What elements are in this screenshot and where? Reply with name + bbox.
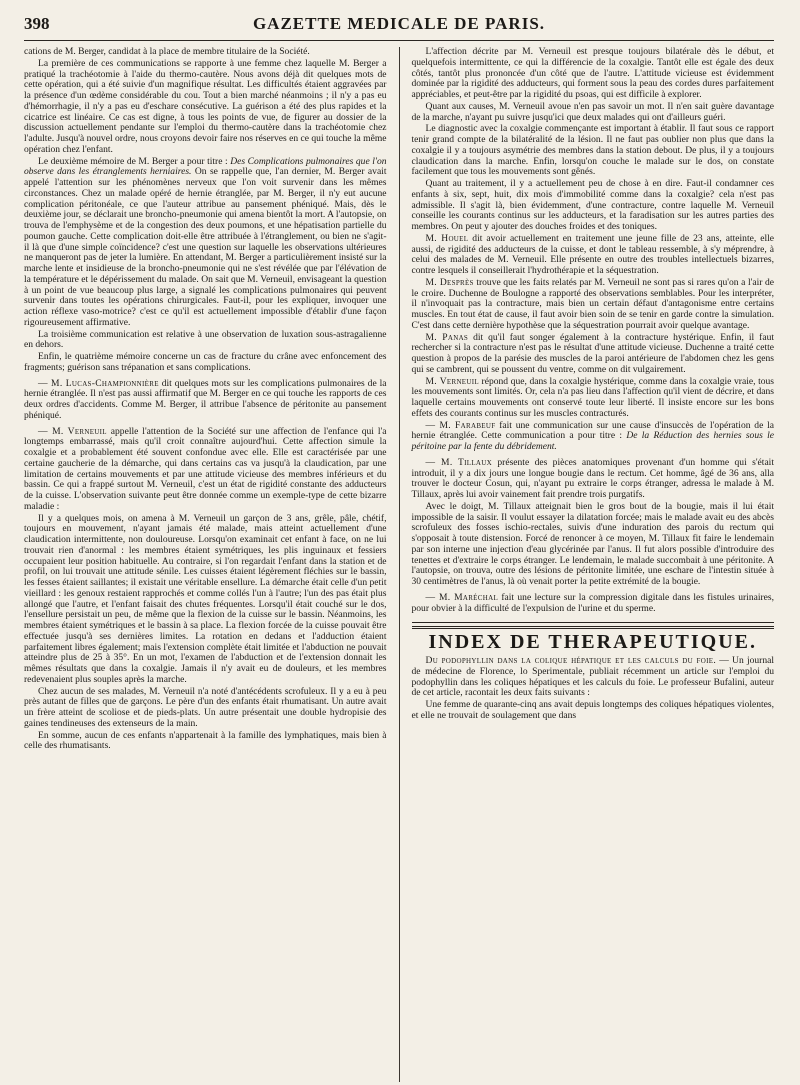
right-column xyxy=(400,47,775,1082)
paragraph xyxy=(412,124,775,178)
section-rule xyxy=(412,622,775,623)
speaker-name: M. Desprès xyxy=(425,276,474,288)
paragraph xyxy=(24,47,387,58)
paragraph-text: fait une communication sur une cause d'insuccès de l'opération de la hernie étranglée. Cette communication a pour titre : xyxy=(411,419,774,442)
paragraph xyxy=(24,427,387,513)
paragraph xyxy=(412,377,775,420)
paragraph-text: trouve que les faits relatés par M. Verneuil ne sont pas si rares qu'on a l'air de le croire. Duchenne de Boulogne a rapporté des observations semblables. Pour les interpréter, il n'invoquait pas la contracture, mais bien un certain défaut d'antagonisme entre certains muscles. En tout état de cause, il faut avoir bien soin de se tenir en garde contre la simulation. C'est dans cette dernière hypothèse que la séquestration pourrait avoir quelque avantage. xyxy=(411,276,774,331)
paragraph-text: Quant aux causes, M. Verneuil avoue n'en pas savoir un mot. Il n'en sait guère davantage de la marche, n'ayant pu suivre jusqu'ici que deux malades qui ont d'ailleurs guéri. xyxy=(411,100,774,123)
paragraph-text: dit qu'il faut songer également à la contracture hystérique. Enfin, il faut rechercher si la contracture n'est pas le résultat d'une attitude vicieuse. Duchenne a traité cette question à propos de la parésie des muscles de la paroi antérieure de l'abdomen chez les gens qui se cambrent, qui se poussent du ventre, comme on dit vulgairement. xyxy=(411,331,774,375)
speaker-name: — M. Verneuil xyxy=(38,425,107,437)
paragraph-text: Il y a quelques mois, on amena à M. Verneuil un garçon de 3 ans, grêle, pâle, chétif, toujours en mouvement, n'ayant jamais été malade, mais atteint actuellement d'une claudication intermittente, non douloureuse. Lorsqu'on examinait cet enfant à face, on ne lui trouvait rien d'anormal : les membres étaient symétriques, les plis inguinaux et fessiers occupaient leur position habituelle. Au contraire, si l'on regardait l'enfant dans la station et de profil, on lui trouvait une attitude sénile. Les cuisses étaient légèrement fléchies sur le bassin, les fesses étaient saillantes; il existait une véritable ensellure. La démarche était celle d'un petit vieillard : les genoux restaient rapprochés et comme collés l'un à l'autre; l'un des pas était plus allongé que l'autre, et l'enfant faisait des chutes fréquentes. Lorsqu'il était couché sur le dos, l'ensellure persistait un peu, de même que la flexion de la cuisse sur le bassin. Néanmoins, les membres étaient symétriques et le bassin à sa place. La flexion forcée de la cuisse pouvait être effectuée jusqu'à ses dernières limites. La rotation en dedans et l'adduction étaient parfaitement libres également; mais l'extension complète était limitée et l'abduction ne pouvait atteindre plus de 25 à 35°. En un mot, l'examen de l'abduction et de l'extension donnait les mêmes résultats que dans la coxalgie. Jamais il n'y avait eu de douleurs, et les membres redevenaient plus souples après la marche. xyxy=(24,512,387,685)
paragraph-text: En somme, aucun de ces enfants n'appartenait à la famille des lymphatiques, mais bien à celle des rhumatisants. xyxy=(24,729,387,752)
paragraph-text: — Un journal de médecine de Florence, lo Sperimentale, publiait récemment un article sur l'emploi du podophyllin dans les coliques hépatiques et les calculs du foie. Le professeur Bufalini, auteur de cet article, racontait les deux faits suivants : xyxy=(411,655,774,699)
paragraph xyxy=(412,333,775,376)
left-column xyxy=(24,47,400,1082)
running-header xyxy=(24,14,774,41)
speaker-name: M. Verneuil xyxy=(425,375,479,387)
paragraph-text: Une femme de quarante-cinq ans avait depuis longtemps des coliques hépatiques violentes, et elle ne trouvait de soulagement que dans xyxy=(411,699,774,721)
paragraph xyxy=(412,179,775,233)
paragraph xyxy=(24,379,387,422)
italic-title: De la Réduction des hernies sous le péritoine par la fente du débridement. xyxy=(411,430,774,452)
paragraph-text: On se rappelle que, l'an dernier, M. Berger avait appelé l'attention sur les phénomènes nerveux que l'on voit survenir dans les mêmes circonstances. Chez un malade opéré de hernie étranglée, par M. Berger, il n'y eut aucune complication péritonéale, ce que l'auteur attribue au pansement phéniqué. Mais, dès le deuxième jour, se déclarait une broncho-pneumonie qui amena bientôt la mort. A l'autopsie, on trouva de l'emphysème et de la congestion des deux poumons, et une hépatisation partielle du poumon gauche. Cette complication doit-elle être attribuée à l'étranglement, ou bien ne s'agit-il là que d'une simple coïncidence? c'est une question sur laquelle les observations ultérieures ne manqueront pas de jeter la lumière. En attendant, M. Berger a particulièrement insisté sur la marche lente et insidieuse de la broncho-pneumonie qui ne s'est révélée que par l'élévation de la température et le dépérissement du malade. On sait que M. Verneuil, envisageant la question à un point de vue beaucoup plus large, a signalé les complications pulmonaires qui peuvent survenir dans toutes les opérations chirurgicales. Faut-il, pour les expliquer, invoquer une action réflexe vaso-motrice? c'est ce qu'il est actuellement impossible d'établir d'une façon rigoureusement affirmative. xyxy=(24,166,387,328)
paragraph xyxy=(412,47,775,101)
paragraph-text: Chez aucun de ses malades, M. Verneuil n'a noté d'antécédents scrofuleux. Il y a eu à peu près autant de filles que de garçons. Le père d'un des enfants était rhumatisant. Un autre avait un frère atteint de scoliose et de pieds-plats. Un autre présentait une double hydropisie des gaines tendineuses des extenseurs de la main. xyxy=(24,685,387,729)
speaker-name: M. Panas xyxy=(425,331,469,343)
paragraph xyxy=(412,656,775,699)
speaker-name: — M. Farabeuf xyxy=(425,419,496,431)
paragraph-text: Quant au traitement, il y a actuellement peu de chose à en dire. Faut-il condamner ces enfants à six, sept, huit, dix mois d'immobilité comme dans la coxalgie? cela n'est pas admissible. Il s'agit là, bien évidemment, d'une contracture, contre laquelle M. Verneuil conseille les courants continus sur les adducteurs, et la faradisation sur les autres parties des membres. On peut y ajouter des douches froides et des toniques. xyxy=(411,178,774,232)
paragraph-text: L'affection décrite par M. Verneuil est presque toujours bilatérale dès le début, et quelquefois intermittente, ce qui la différencie de la coxalgie. Tantôt elle est égale des deux côtés, tantôt plus prononcée d'un côté que de l'autre. L'attitude vicieuse est évidemment dominée par la rigidité des adducteurs, qui forment sous la peau des cordes dures parfaitement appréciables, et peut-être par la rigidité du psoas, qui est difficile à explorer. xyxy=(411,47,774,100)
paragraph-text: La troisième communication est relative à une observation de luxation sous-astragalienne en dehors. xyxy=(24,328,387,351)
paragraph xyxy=(24,59,387,156)
index-section xyxy=(412,656,775,722)
page-number: 398 xyxy=(24,14,50,33)
paragraph xyxy=(412,102,775,124)
paragraph-text: appelle l'attention de la Société sur une affection de l'enfance qui l'a longtemps embarrassé, mais qu'il croit connaître aujourd'hui. Cette affection simule la coxalgie et a probablement été souvent confondue avec elle. Elle est caractérisée par une certaine gaucherie de la démarche, qui dans certains cas va jusqu'à la claudication, par une limitation de certains mouvements et par une attitude vicieuse des membres inférieurs et du bassin. Ce qui a frappé surtout M. Verneuil, c'est un état de rigidité constante des adducteurs de la cuisse. L'observation suivante peut être donnée comme un exemple-type de cette bizarre maladie : xyxy=(24,425,387,512)
paragraph-text: dit avoir actuellement en traitement une jeune fille de 23 ans, atteinte, elle aussi, de rigidité des adducteurs de la cuisse, et dont le tableau ressemble, à s'y méprendre, à celui des malades de M. Verneuil. Elle présente en outre des troubles intellectuels bizarres, contre lesquels il conseillerait l'hydrothérapie et la séquestration. xyxy=(411,232,774,276)
paragraph xyxy=(412,593,775,615)
paragraph-text: fait une lecture sur la compression digitale dans les fistules urinaires, pour obvier à la difficulté de l'expulsion de l'urine et du sperme. xyxy=(411,591,774,614)
speaker-name: — M. Maréchal xyxy=(425,591,499,603)
paragraph-text: présente des pièces anatomiques provenant d'un homme qui s'était introduit, il y a dix jours une longue bougie dans le rectum. Cet homme, âgé de 36 ans, alla trouver le docteur Cosun, qui, n'ayant pu extraire le corps étranger, adressa le malade à M. Tillaux, après lui avoir vainement fait prendre trois purgatifs. xyxy=(411,456,774,500)
speaker-name: — M. Tillaux xyxy=(425,456,492,468)
paragraph-text: Avec le doigt, M. Tillaux atteignait bien le gros bout de la bougie, mais il lui était impossible de la saisir. Il voulut essayer la dilatation forcée; mais le malade avait eu des abcès scrofuleux des fosses ischio-rectales, suivis d'une induration des parois du rectum qui s'opposait à toute distension. Forcé de renoncer à ce moyen, M. Tillaux fit faire le lendemain par son interne une injection d'eau glycérinée par l'anus. Il fut alors possible d'introduire des tenettes et d'extraire le corps étranger. Le lendemain, le malade succombait à une péritonite. A l'autopsie, on trouva, outre des lésions de péritonite limitée, une eschare de l'intestin située à 30 centimètres de l'anus, là où venait porter la petite extrémité de la bougie. xyxy=(411,500,774,587)
paragraph xyxy=(412,458,775,501)
speaker-name: Du podophyllin dans la colique hépatique et les calculs du foie. xyxy=(425,655,717,666)
paragraph xyxy=(412,421,775,453)
index-title: INDEX DE THERAPEUTIQUE. xyxy=(428,631,757,654)
paragraph xyxy=(412,234,775,277)
paragraph-text: La première de ces communications se rapporte à une femme chez laquelle M. Berger a pratiqué la trachéotomie à l'aide du thermo-cautère. Nous avons déjà dit quelques mots de cette opération, qui a été suivie d'un magnifique résultat. Les difficultés étaient aggravées par la présence d'un œdème considérable du cou. Tout a bien marché néanmoins ; il n'y a pas eu d'hémorrhagie, il n'y a pas eu d'eschare consécutive. La guérison a été des plus rapides et la cicatrice est linéaire. Ce cas est digne, à tous les points de vue, de figurer au dossier de la discussion actuellement pendante sur l'emploi du thermo-cautère dans la trachéotomie chez l'adulte. Jusqu'à nouvel ordre, nous croyons devoir faire nos réserves en ce qui touche la même opération chez l'enfant. xyxy=(24,57,387,155)
paragraph xyxy=(24,330,387,352)
two-column-body xyxy=(24,47,774,1082)
paragraph xyxy=(412,278,775,332)
paragraph xyxy=(24,514,387,686)
paragraph xyxy=(412,502,775,588)
speaker-name: — M. Lucas-Championnière xyxy=(38,377,159,389)
paragraph-text: cations de M. Berger, candidat à la place de membre titulaire de la Société. xyxy=(24,47,310,57)
speaker-name: M. Houel xyxy=(425,232,469,244)
paragraph-text: Le deuxième mémoire de M. Berger a pour titre : xyxy=(38,155,231,167)
paragraph xyxy=(24,352,387,374)
paragraph xyxy=(412,700,775,722)
paragraph xyxy=(24,687,387,730)
paragraph xyxy=(24,731,387,753)
paragraph-text: dit quelques mots sur les complications pulmonaires de la hernie étranglée. Il n'est pas aussi affirmatif que M. Berger en ce qui touche les rapports de ces deux ordres d'accidents. Comme M. Berger, il attribue l'absence de péritonite au pansement phéniqué. xyxy=(24,377,387,421)
paragraph-text: Enfin, le quatrième mémoire concerne un cas de fracture du crâne avec enfoncement des fragments; guérison sans trépanation et sans complications. xyxy=(24,351,387,373)
running-title: GAZETTE MEDICALE DE PARIS. xyxy=(252,14,546,33)
italic-title: Des Complications pulmonaires que l'on observe dans les étranglements herniaires. xyxy=(24,155,387,178)
paragraph-text: Le diagnostic avec la coxalgie commençante est important à établir. Il faut sous ce rapport tenir grand compte de la bilatéralité de la lésion. Il ne faut pas oublier non plus que dans la coxalgie il y a toujours asymétrie des membres dans la station debout. De plus, il y a toujours claudication dans la marche. Enfin, lorsqu'on couche le malade sur le dos, on constate facilement que tous les mouvements sont gênés. xyxy=(411,123,774,178)
society-report-continued xyxy=(412,47,775,614)
paragraph-text: répond que, dans la coxalgie hystérique, comme dans la coxalgie vraie, tous les mouvements sont limités. Or, cela n'a pas lieu dans l'affection qu'il vient de décrire, et dans laquelle certains mouvements ont conservé toute leur liberté. Il insiste encore sur les bons effets des courants continus sur les muscles contracturés. xyxy=(411,375,774,419)
paragraph xyxy=(24,157,387,329)
